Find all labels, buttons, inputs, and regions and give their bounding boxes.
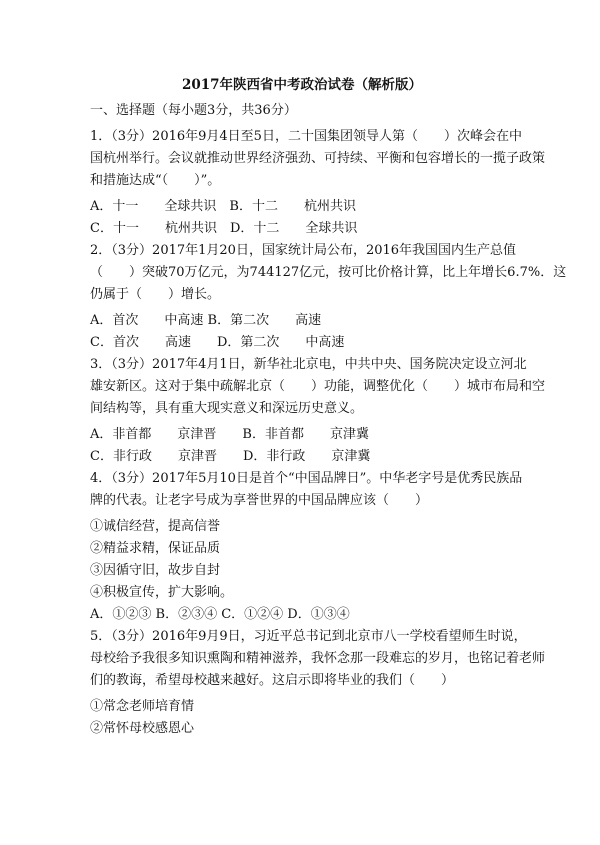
question-option-line: A．①②③ B．②③④ C．①②④ D．①③④ [90,607,350,622]
question-option-line: A．十一 全球共识 B．十二 杭州共识 [90,199,356,214]
question-stem-line: 5．（3分）2016年9月9日，习近平总书记到北京市八一学校看望师生时说， [90,629,527,644]
question-option-line: ②精益求精，保证品质 [90,541,221,556]
question-option-line: C．十一 杭州共识 D．十二 全球共识 [90,221,358,236]
question-stem-line: 国杭州举行。会议就推动世界经济强劲、可持续、平衡和包容增长的一揽子政策 [90,151,546,166]
question-2 [90,240,567,354]
question-option-line: C．首次 高速 D．第二次 中高速 [90,335,345,350]
document-title: 2017年陕西省中考政治试卷（解析版） [181,77,423,93]
question-stem-line: 和措施达成“（ ）”。 [90,173,221,188]
question-stem-line: 仍属于（ ）增长。 [90,287,221,302]
question-4 [90,468,523,626]
question-stem-line: 4．（3分）2017年5月10日是首个“中国品牌日”。中华老字号是优秀民族品 [90,471,523,486]
question-stem-line: （ ）突破70万亿元，为744127亿元，按可比价格计算，比上年增长6.7%．这 [90,265,567,280]
question-option-line: A．非首都 京津晋 B．非首都 京津冀 [90,427,369,442]
question-stem-line: 2．（3分）2017年1月20日，国家统计局公布，2016年我国国内生产总值 [90,243,517,258]
question-option-line: C．非行政 京津晋 D．非行政 京津冀 [90,449,371,464]
question-stem-line: 间结构等，具有重大现实意义和深远历史意义。 [90,401,364,416]
question-stem-line: 1．（3分）2016年9月4日至5日，二十国集团领导人第（ ）次峰会在中 [90,129,522,144]
question-option-line: ①常念老师培育情 [90,699,195,714]
question-option-line: ③因循守旧，故步自封 [90,563,221,578]
question-3 [90,354,546,468]
question-option-line: ①诚信经营，提高信誉 [90,519,221,534]
question-5 [90,626,546,740]
section-heading: 一、选择题（每小题3分，共36分） [90,103,297,118]
question-1 [90,126,546,240]
question-option-line: ②常怀母校感恩心 [90,721,195,736]
question-stem-line: 母校给予我很多知识熏陶和精神滋养，我怀念那一段难忘的岁月，也铭记着老师 [90,651,546,666]
question-stem-line: 牌的代表。让老字号成为享誉世界的中国品牌应该（ ） [90,493,429,508]
question-option-line: A．首次 中高速 B．第二次 高速 [90,313,322,328]
question-stem-line: 3．（3分）2017年4月1日，新华社北京电，中共中央、国务院决定设立河北 [90,357,527,372]
question-stem-line: 们的教诲，希望母校越来越好。这启示即将毕业的我们（ ） [90,673,455,688]
question-stem-line: 雄安新区。这对于集中疏解北京（ ）功能，调整优化（ ）城市布局和空 [90,379,546,394]
question-option-line: ④积极宣传，扩大影响。 [90,585,234,600]
